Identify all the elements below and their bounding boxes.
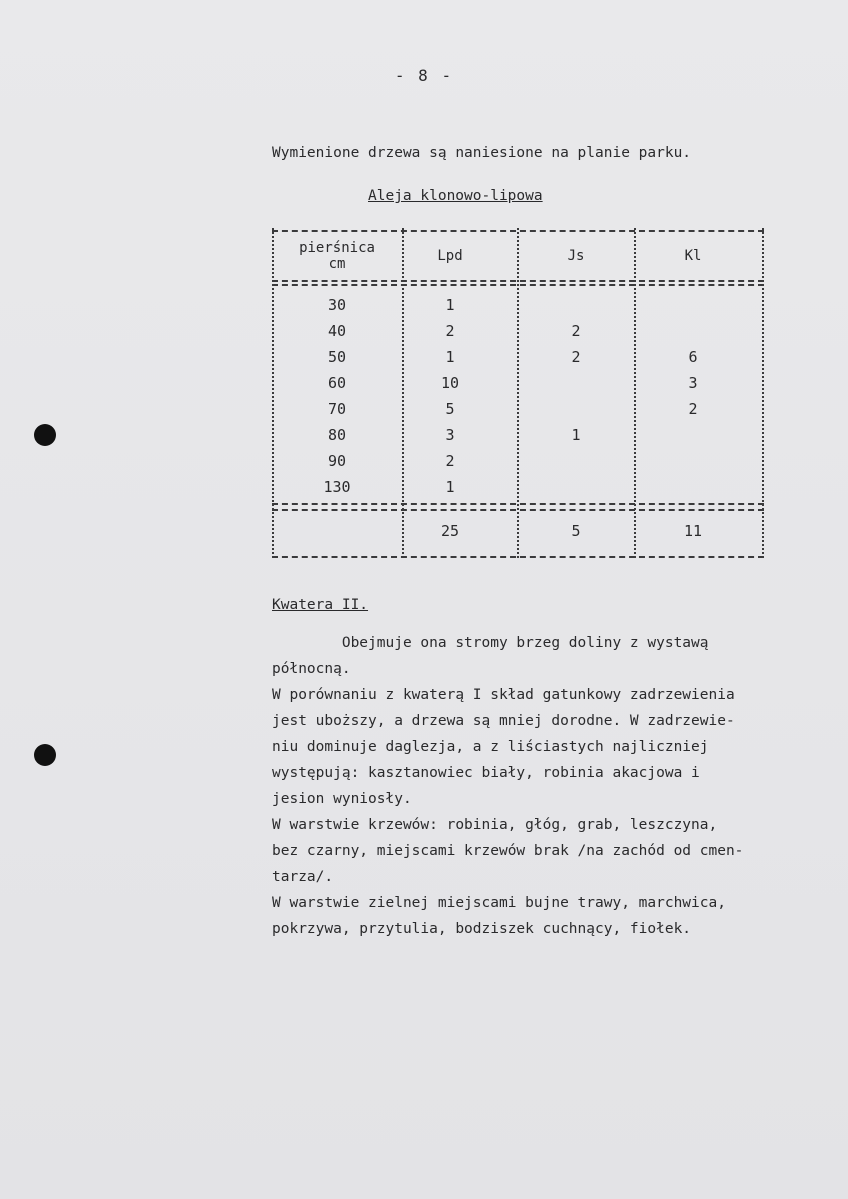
intro-sentence: Wymienione drzewa są naniesione na planie parku. <box>272 145 692 161</box>
section-body <box>272 630 832 942</box>
body-line: W warstwie zielnej miejscami bujne trawy, marchwica, <box>272 895 726 911</box>
body-line: bez czarny, miejscami krzewów brak /na zachód od cmen- <box>272 843 744 859</box>
page-number: - 8 - <box>394 66 454 85</box>
body-line: występują: kasztanowiec biały, robinia akacjowa i <box>272 765 700 781</box>
table-cell: 80 <box>327 426 347 444</box>
table-cell: 2 <box>445 452 455 470</box>
table-total-cell: 5 <box>571 522 581 540</box>
table-cell: 2 <box>571 348 581 366</box>
table-cell: 1 <box>445 296 455 314</box>
table-column-rule <box>634 228 636 558</box>
table-header-cell: pierśnica cm <box>299 240 375 272</box>
table-total-cell: 25 <box>440 522 460 540</box>
table-cell: 1 <box>445 348 455 366</box>
body-line: jesion wyniosły. <box>272 791 412 807</box>
body-line: W warstwie krzewów: robinia, głóg, grab, leszczyna, <box>272 817 718 833</box>
tree-count-table <box>272 228 764 560</box>
punch-hole-bottom <box>34 744 56 766</box>
table-cell: 1 <box>445 478 455 496</box>
table-column-rule <box>762 228 764 558</box>
table-cell: 6 <box>688 348 698 366</box>
table-header-cell: Kl <box>684 248 702 264</box>
body-line: Obejmuje ona stromy brzeg doliny z wystawą <box>272 635 709 651</box>
table-cell: 2 <box>445 322 455 340</box>
table-column-rule <box>272 228 274 558</box>
table-cell: 30 <box>327 296 347 314</box>
table-cell: 130 <box>323 478 351 496</box>
table-cell: 5 <box>445 400 455 418</box>
table-header-cell: Js <box>567 248 585 264</box>
table-cell: 1 <box>571 426 581 444</box>
table-column-rule <box>517 228 519 558</box>
table-cell: 2 <box>688 400 698 418</box>
table-header-cell: Lpd <box>437 248 463 264</box>
body-line: tarza/. <box>272 869 334 885</box>
table-title: Aleja klonowo-lipowa <box>368 188 543 204</box>
body-line: pokrzywa, przytulia, bodziszek cuchnący, fiołek. <box>272 921 692 937</box>
table-cell: 10 <box>440 374 460 392</box>
body-line: niu dominuje daglezja, a z liściastych najliczniej <box>272 739 709 755</box>
table-cell: 50 <box>327 348 347 366</box>
table-cell: 90 <box>327 452 347 470</box>
table-total-cell: 11 <box>683 522 703 540</box>
table-cell: 3 <box>688 374 698 392</box>
punch-hole-top <box>34 424 56 446</box>
table-cell: 2 <box>571 322 581 340</box>
table-cell: 70 <box>327 400 347 418</box>
table-cell: 3 <box>445 426 455 444</box>
section-title: Kwatera II. <box>272 597 369 613</box>
body-line: W porównaniu z kwaterą I skład gatunkowy zadrzewienia <box>272 687 735 703</box>
body-line: jest uboższy, a drzewa są mniej dorodne. W zadrzewie- <box>272 713 735 729</box>
table-cell: 60 <box>327 374 347 392</box>
table-cell: 40 <box>327 322 347 340</box>
body-line: północną. <box>272 661 351 677</box>
